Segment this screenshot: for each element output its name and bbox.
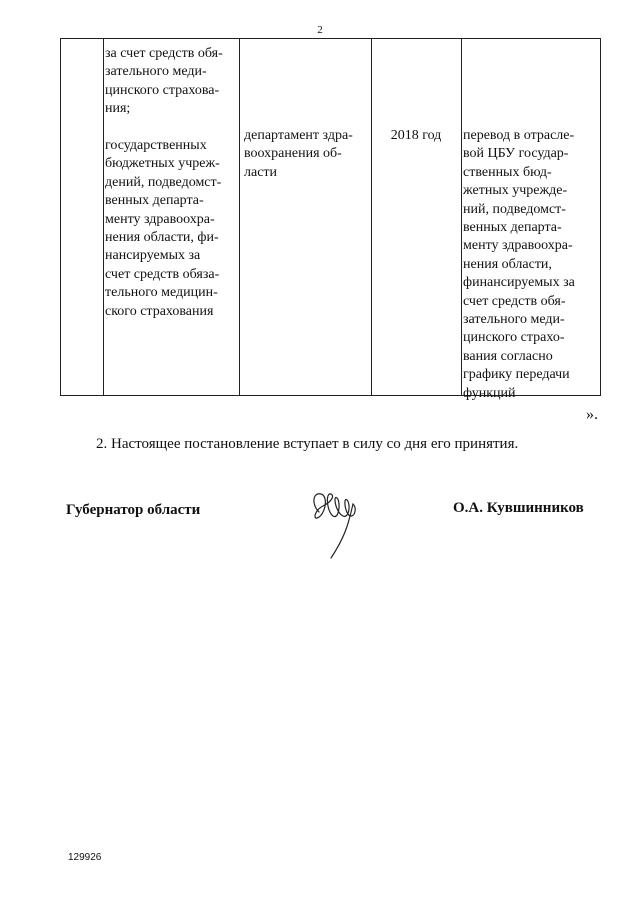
measures-table <box>60 38 601 401</box>
table-divider <box>371 39 372 395</box>
table-divider <box>461 39 462 395</box>
table-cell-year: 2018 год <box>390 128 442 143</box>
closing-quote: ». <box>586 406 598 423</box>
table-divider <box>103 39 104 395</box>
signatory-name: О.А. Кувшинников <box>453 500 584 516</box>
table-cell-subject: за счет средств обя- зательного меди- цинского страхова- ния; государственных бюджетных учреж- дений, подведомст- венных департа- менту здравоохра- нения области, фи- нансируемых за счет средств обяза- тельного медицин- ского страхования <box>105 46 223 319</box>
table-cell-action: перевод в отрасле- вой ЦБУ государ- ственных бюд- жетных учрежде- ний, подведомст- венных департа- менту здравоохра- нения области, финансируемых за счет средств обя- зательного меди- цинского страхо- вания согласно графику передачи функций <box>463 128 575 401</box>
table-cell-responsible: департамент здра- воохранения об- ласти <box>244 128 353 180</box>
paragraph-2: 2. Настоящее постановление вступает в силу со дня его принятия. <box>96 436 519 452</box>
document-code: 129926 <box>68 852 102 863</box>
table-divider <box>239 39 240 395</box>
page-number: 2 <box>317 24 323 36</box>
signatory-title: Губернатор области <box>66 502 201 518</box>
handwritten-signature <box>305 482 365 562</box>
